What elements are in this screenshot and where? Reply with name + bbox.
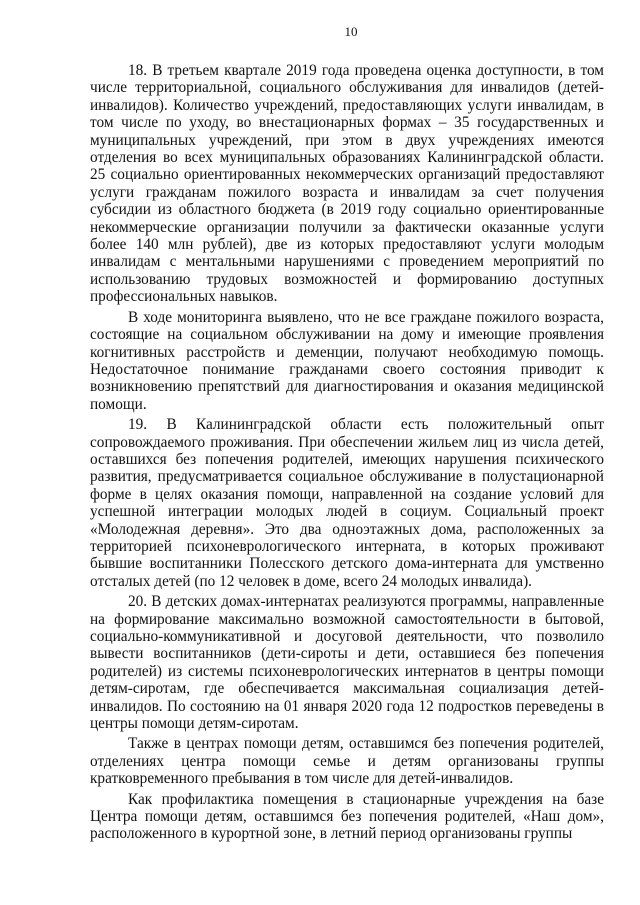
- paragraph-19: 19. В Калининградской области есть положительный опыт сопровождаемого проживания. При обеспечении жильем лиц из числа детей, оставшихся без попечения родителей, имеющих нарушения психического развития, предусматривается социальное обслуживание в полустационарной форме в целях оказания помощи, направленной на создание условий для успешной интеграции молодых людей в социум. Социальный проект «Молодежная деревня». Это два одноэтажных дома, расположенных за территорией психоневрологического интерната, в которых проживают бывшие воспитанники Полесского детского дома-интерната для умственно отсталых детей (по 12 человек в доме, всего 24 молодых инвалида).: [90, 416, 604, 590]
- paragraph-18: 18. В третьем квартале 2019 года проведена оценка доступности, в том числе территориальной, социального обслуживания для инвалидов (детей-инвалидов). Количество учреждений, предоставляющих услуги инвалидам, в том числе по уходу, во внестационарных формах – 35 государственных и муниципальных учреждений, при этом в двух учреждениях имеются отделения во всех муниципальных образованиях Калининградской области. 25 социально ориентированных некоммерческих организаций предоставляют услуги гражданам пожилого возраста и инвалидам за счет получения субсидии из областного бюджета (в 2019 году социально ориентированные некоммерческие организации получили за фактически оказанные услуги более 140 млн рублей), две из которых предоставляют услуги молодым инвалидам с ментальными нарушениями с проведением мероприятий по использованию трудовых возможностей и формированию доступных профессиональных навыков.: [90, 62, 604, 306]
- paragraph-short-stay-groups: Также в центрах помощи детям, оставшимся без попечения родителей, отделениях центра помощи семье и детям организованы группы кратковременного пребывания в том числе для детей-инвалидов.: [90, 735, 604, 788]
- paragraph-20: 20. В детских домах-интернатах реализуются программы, направленные на формирование максимально возможной самостоятельности в бытовой, социально-коммуникативной и досуговой деятельности, что позволило вывести воспитанников (дети-сироты и дети, оставшиеся без попечения родителей) из системы психоневрологических интернатов в центры помощи детям-сиротам, где обеспечивается максимальная социализация детей-инвалидов. По состоянию на 01 января 2020 года 12 подростков переведены в центры помощи детям-сиротам.: [90, 593, 604, 733]
- page-number: 10: [344, 24, 358, 39]
- paragraph-monitoring: В ходе мониторинга выявлено, что не все граждане пожилого возраста, состоящие на социальном обслуживании на дому и имеющие проявления когнитивных расстройств и деменции, получают необходимую помощь. Недостаточное понимание гражданами своего состояния приводит к возникновению препятствий для диагностирования и оказания медицинской помощи.: [90, 308, 604, 413]
- paragraph-prevention: Как профилактика помещения в стационарные учреждения на базе Центра помощи детям, оставшимся без попечения родителей, «Наш дом», расположенного в курортной зоне, в летний период организованы группы: [90, 790, 604, 843]
